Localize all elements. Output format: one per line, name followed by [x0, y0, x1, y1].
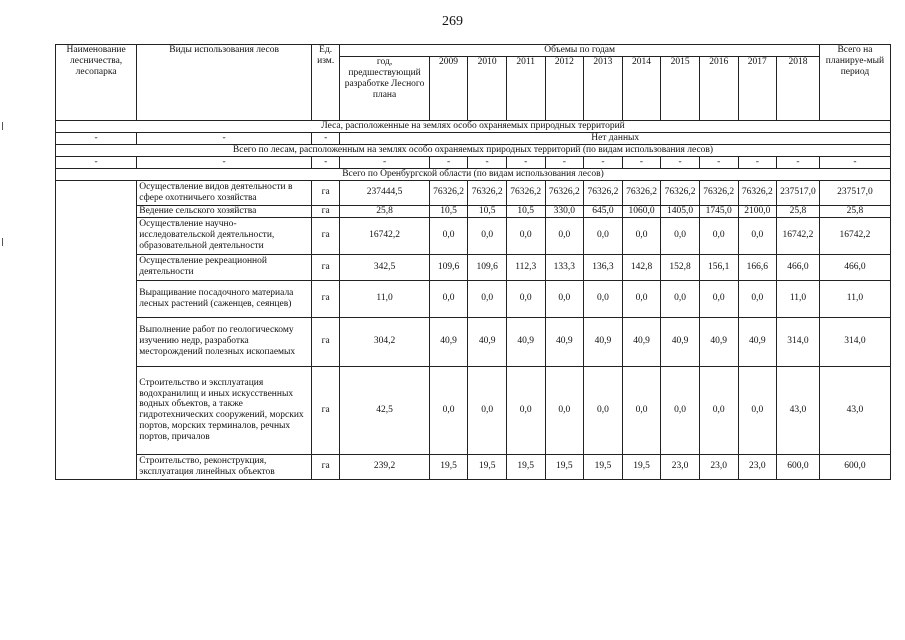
year-value: 0,0 — [429, 280, 468, 317]
year-value: 112,3 — [506, 254, 545, 280]
dash-cell: - — [506, 156, 545, 168]
unit-cell: га — [311, 254, 339, 280]
year-value: 0,0 — [429, 217, 468, 254]
dash-cell: - — [137, 133, 312, 145]
total-value: 600,0 — [819, 454, 890, 479]
year-value: 0,0 — [622, 366, 661, 454]
dash-cell: - — [545, 156, 584, 168]
year-value: 133,3 — [545, 254, 584, 280]
header-year: 2013 — [584, 57, 623, 121]
section-title-protected: Леса, расположенные на землях особо охраняемых природных территорий — [56, 121, 891, 133]
year-value: 0,0 — [429, 366, 468, 454]
year-value: 23,0 — [661, 454, 700, 479]
year-value: 10,5 — [468, 205, 507, 217]
year-value: 0,0 — [468, 217, 507, 254]
total-value: 466,0 — [819, 254, 890, 280]
year-value: 0,0 — [661, 366, 700, 454]
year-value: 0,0 — [699, 280, 738, 317]
year-value: 19,5 — [429, 454, 468, 479]
year-value: 166,6 — [738, 254, 777, 280]
table-row — [56, 205, 891, 217]
prev-year-value: 11,0 — [340, 280, 429, 317]
year-value: 40,9 — [429, 317, 468, 366]
prev-year-value: 25,8 — [340, 205, 429, 217]
year-value: 600,0 — [777, 454, 820, 479]
year-value: 330,0 — [545, 205, 584, 217]
year-value: 40,9 — [738, 317, 777, 366]
header-unit: Ед. изм. — [311, 45, 339, 121]
table-row — [56, 217, 891, 254]
unit-cell: га — [311, 180, 339, 205]
year-value: 76326,2 — [545, 180, 584, 205]
year-value: 0,0 — [468, 280, 507, 317]
year-value: 0,0 — [584, 366, 623, 454]
header-prev-year: год, предшествующий разработке Лесного плана — [340, 57, 429, 121]
year-value: 0,0 — [699, 217, 738, 254]
year-value: 142,8 — [622, 254, 661, 280]
table-row — [56, 280, 891, 317]
year-value: 0,0 — [738, 280, 777, 317]
year-value: 76326,2 — [506, 180, 545, 205]
year-value: 76326,2 — [738, 180, 777, 205]
table-row — [56, 180, 891, 205]
forest-use-cell: Осуществление рекреационной деятельности — [137, 254, 312, 280]
year-value: 40,9 — [699, 317, 738, 366]
year-value: 0,0 — [699, 366, 738, 454]
year-value: 645,0 — [584, 205, 623, 217]
year-value: 466,0 — [777, 254, 820, 280]
header-year: 2011 — [506, 57, 545, 121]
year-value: 25,8 — [777, 205, 820, 217]
dash-cell: - — [777, 156, 820, 168]
forest-use-table — [55, 44, 891, 480]
unit-cell: га — [311, 205, 339, 217]
year-value: 0,0 — [738, 366, 777, 454]
forest-use-cell: Строительство и эксплуатация водохранилищ и иных искусственных водных объектов, а также гидротехнических сооружений, морских портов, морских терминалов, речных портов, причалов — [137, 366, 312, 454]
forest-use-cell: Ведение сельского хозяйства — [137, 205, 312, 217]
table-row — [56, 317, 891, 366]
prev-year-value: 342,5 — [340, 254, 429, 280]
year-value: 314,0 — [777, 317, 820, 366]
dash-cell: - — [56, 156, 137, 168]
header-forest-use: Виды использования лесов — [137, 45, 312, 121]
year-value: 19,5 — [584, 454, 623, 479]
year-value: 76326,2 — [622, 180, 661, 205]
total-value: 43,0 — [819, 366, 890, 454]
dash-cell: - — [311, 156, 339, 168]
total-value: 11,0 — [819, 280, 890, 317]
year-value: 0,0 — [584, 217, 623, 254]
section-total-protected: Всего по лесам, расположенным на землях особо охраняемых природных территорий (по видам использования лесов) — [56, 144, 891, 156]
table-row — [56, 454, 891, 479]
header-year: 2010 — [468, 57, 507, 121]
year-value: 1745,0 — [699, 205, 738, 217]
year-value: 152,8 — [661, 254, 700, 280]
forest-use-cell: Осуществление научно-исследовательской деятельности, образовательной деятельности — [137, 217, 312, 254]
prev-year-value: 237444,5 — [340, 180, 429, 205]
header-year: 2012 — [545, 57, 584, 121]
year-value: 19,5 — [622, 454, 661, 479]
unit-cell: га — [311, 454, 339, 479]
prev-year-value: 42,5 — [340, 366, 429, 454]
year-value: 19,5 — [468, 454, 507, 479]
section-title-region: Всего по Оренбургской области (по видам использования лесов) — [56, 168, 891, 180]
dash-cell: - — [699, 156, 738, 168]
dash-cell: - — [56, 133, 137, 145]
year-value: 0,0 — [545, 217, 584, 254]
no-data-label: Нет данных — [340, 133, 891, 145]
total-value: 237517,0 — [819, 180, 890, 205]
year-value: 136,3 — [584, 254, 623, 280]
year-value: 0,0 — [584, 280, 623, 317]
unit-cell: га — [311, 317, 339, 366]
year-value: 40,9 — [545, 317, 584, 366]
year-value: 0,0 — [545, 366, 584, 454]
year-value: 23,0 — [699, 454, 738, 479]
forest-use-cell: Выращивание посадочного материала лесных растений (саженцев, сеянцев) — [137, 280, 312, 317]
year-value: 0,0 — [661, 217, 700, 254]
year-value: 0,0 — [738, 217, 777, 254]
year-value: 0,0 — [661, 280, 700, 317]
dash-cell: - — [137, 156, 312, 168]
header-total-period: Всего на планируе-мый период — [819, 45, 890, 121]
dash-cell: - — [311, 133, 339, 145]
year-value: 0,0 — [506, 217, 545, 254]
year-value: 10,5 — [429, 205, 468, 217]
year-value: 109,6 — [468, 254, 507, 280]
prev-year-value: 239,2 — [340, 454, 429, 479]
year-value: 76326,2 — [429, 180, 468, 205]
margin-mark — [2, 238, 3, 246]
dash-cell: - — [429, 156, 468, 168]
year-value: 0,0 — [468, 366, 507, 454]
dash-cell: - — [584, 156, 623, 168]
year-value: 0,0 — [545, 280, 584, 317]
year-value: 76326,2 — [699, 180, 738, 205]
dash-cell: - — [738, 156, 777, 168]
year-value: 40,9 — [661, 317, 700, 366]
year-value: 11,0 — [777, 280, 820, 317]
year-value: 10,5 — [506, 205, 545, 217]
unit-cell: га — [311, 366, 339, 454]
header-year: 2009 — [429, 57, 468, 121]
table-row — [56, 254, 891, 280]
year-value: 0,0 — [622, 280, 661, 317]
unit-cell: га — [311, 280, 339, 317]
dash-cell: - — [661, 156, 700, 168]
page-number: 269 — [442, 14, 463, 29]
year-value: 16742,2 — [777, 217, 820, 254]
header-year: 2014 — [622, 57, 661, 121]
year-value: 19,5 — [545, 454, 584, 479]
year-value: 1405,0 — [661, 205, 700, 217]
total-value: 16742,2 — [819, 217, 890, 254]
forest-use-cell: Строительство, реконструкция, эксплуатация линейных объектов — [137, 454, 312, 479]
year-value: 76326,2 — [468, 180, 507, 205]
year-value: 2100,0 — [738, 205, 777, 217]
forest-use-cell: Осуществление видов деятельности в сфере охотничьего хозяйства — [137, 180, 312, 205]
year-value: 76326,2 — [661, 180, 700, 205]
dash-cell: - — [340, 156, 429, 168]
year-value: 0,0 — [622, 217, 661, 254]
year-value: 109,6 — [429, 254, 468, 280]
forest-use-cell: Выполнение работ по геологическому изучению недр, разработка месторождений полезных ископаемых — [137, 317, 312, 366]
dash-cell: - — [468, 156, 507, 168]
prev-year-value: 304,2 — [340, 317, 429, 366]
header-year: 2017 — [738, 57, 777, 121]
dash-cell: - — [622, 156, 661, 168]
header-year: 2018 — [777, 57, 820, 121]
year-value: 40,9 — [622, 317, 661, 366]
year-value: 19,5 — [506, 454, 545, 479]
year-value: 76326,2 — [584, 180, 623, 205]
year-value: 237517,0 — [777, 180, 820, 205]
year-value: 43,0 — [777, 366, 820, 454]
year-value: 40,9 — [506, 317, 545, 366]
header-volumes-by-year: Объемы по годам — [340, 45, 820, 57]
year-value: 0,0 — [506, 366, 545, 454]
margin-mark — [2, 122, 3, 130]
forestry-name-cell — [56, 180, 137, 479]
table-row — [56, 366, 891, 454]
year-value: 40,9 — [468, 317, 507, 366]
prev-year-value: 16742,2 — [340, 217, 429, 254]
total-value: 314,0 — [819, 317, 890, 366]
year-value: 156,1 — [699, 254, 738, 280]
header-forestry-name: Наименование лесничества, лесопарка — [56, 45, 137, 121]
header-year: 2016 — [699, 57, 738, 121]
header-year: 2015 — [661, 57, 700, 121]
total-value: 25,8 — [819, 205, 890, 217]
dash-cell: - — [819, 156, 890, 168]
year-value: 40,9 — [584, 317, 623, 366]
year-value: 0,0 — [506, 280, 545, 317]
year-value: 1060,0 — [622, 205, 661, 217]
year-value: 23,0 — [738, 454, 777, 479]
unit-cell: га — [311, 217, 339, 254]
